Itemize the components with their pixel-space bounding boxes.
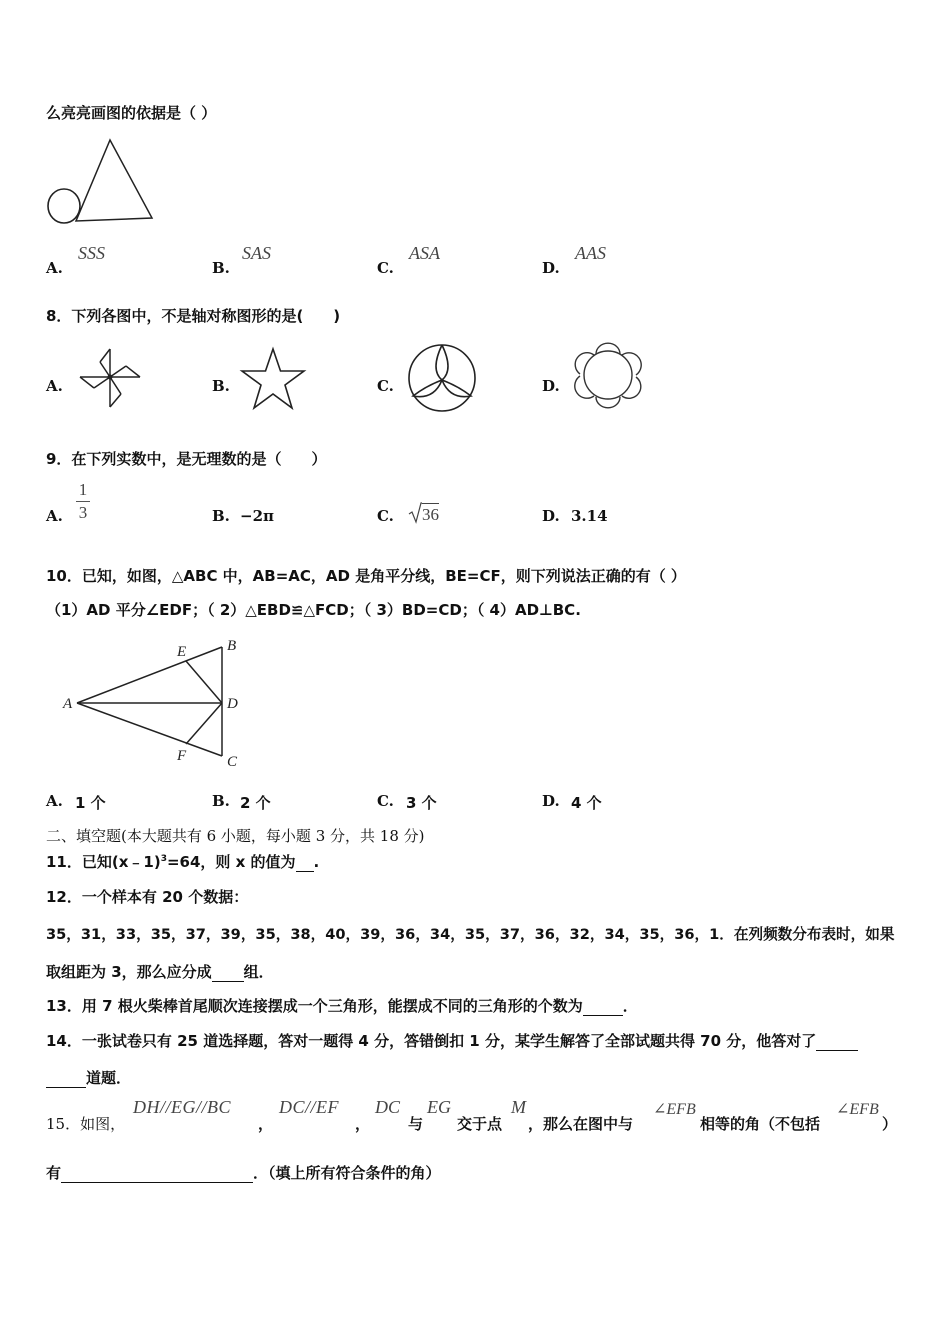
q12-line3-suffix: 组． — [243, 963, 274, 981]
q7-option-b-label: B. — [212, 259, 230, 277]
segment-ac — [77, 703, 222, 756]
q8-option-c-label: C. — [377, 377, 394, 395]
q11-end: . — [313, 853, 320, 871]
q10-option-c-label: C. — [377, 792, 394, 810]
q9-option-c-label: C. — [377, 507, 394, 525]
q15-math-angle-efb-1: ∠EFB — [653, 1101, 696, 1118]
sqrt-sign-icon — [408, 502, 422, 524]
q10-stem: 10．已知，如图，△ABC 中，AB=AC，AD 是角平分线，BE=CF，则下列说法正确的有（ ） — [46, 567, 686, 585]
q7-stem: 么亮亮画图的依据是（ ） — [46, 104, 217, 122]
label-b: B — [227, 638, 237, 654]
q9-option-b-value: −2π — [240, 507, 274, 525]
q11-text — [46, 851, 319, 872]
segment-ed — [186, 661, 222, 703]
label-d: D — [227, 696, 238, 712]
q9-option-d-value: 3.14 — [571, 507, 608, 525]
q15-math-dc: DC — [375, 1097, 401, 1117]
q14-line2 — [46, 1067, 131, 1088]
section-title: 二、填空题(本大题共有 6 小题，每小题 3 分，共 18 分) — [46, 827, 425, 845]
label-e: E — [177, 644, 187, 660]
q15-answer-blank[interactable] — [61, 1182, 253, 1183]
triangle-shape — [76, 140, 152, 221]
q14-suffix: 道题． — [86, 1069, 132, 1087]
circle-shape — [48, 189, 80, 223]
q10-option-d-label: D. — [542, 792, 560, 810]
q15-text-jiaoyudian: 交于点 — [457, 1115, 503, 1133]
fraction-numerator: 1 — [78, 480, 88, 499]
segment-fd — [186, 703, 222, 744]
q15-math-m: M — [511, 1097, 526, 1117]
q11-answer-blank[interactable] — [296, 871, 314, 872]
segment-ab — [77, 647, 222, 703]
q14-answer-blank-2[interactable] — [46, 1087, 86, 1088]
q15-line2-prefix: 有 — [46, 1164, 62, 1182]
q9-stem: 9．在下列实数中，是无理数的是（ ） — [46, 450, 327, 468]
q12-line3-prefix: 取组距为 3，那么应分成 — [46, 963, 212, 981]
q15-line2 — [46, 1162, 441, 1183]
q15-close-paren: ） — [882, 1115, 898, 1133]
q15-text-yu: 与 — [408, 1115, 424, 1133]
q7-option-c-value: ASA — [409, 243, 440, 263]
q8-option-a-label: A. — [46, 377, 63, 395]
q7-option-d-label: D. — [542, 259, 560, 277]
q7-option-c-label: C. — [377, 259, 394, 277]
q11-prefix: 11．已知(x﹣1) — [46, 853, 161, 871]
q10-statements: （1）AD 平分∠EDF；（ 2）△EBD≌△FCD；（ 3）BD=CD；（ 4）AD⊥BC. — [46, 601, 581, 619]
q7-option-d-value: AAS — [575, 243, 606, 263]
q14-prefix: 14．一张试卷只有 25 道选择题，答对一题得 4 分，答错倒扣 1 分，某学生解答了全部试题共得 70 分，他答对了 — [46, 1032, 817, 1050]
q7-option-b-value: SAS — [242, 243, 271, 263]
q9-option-a-label: A. — [46, 507, 63, 525]
q15-line2-suffix: ．（填上所有符合条件的角） — [253, 1164, 441, 1182]
q8-stem: 8．下列各图中，不是轴对称图形的是( ) — [46, 307, 341, 325]
q12-answer-blank[interactable] — [212, 981, 244, 982]
q14-text — [46, 1030, 858, 1051]
q15-prefix: 15．如图， — [46, 1115, 126, 1133]
q13-text — [46, 995, 638, 1016]
q12-line3 — [46, 961, 274, 982]
label-a: A — [63, 696, 73, 712]
q15-comma-1: ， — [258, 1115, 274, 1133]
q14-answer-blank-1[interactable] — [816, 1050, 858, 1051]
q10-option-a-value: 1 个 — [75, 794, 106, 812]
q8-pinwheel-figure — [76, 344, 146, 412]
q15-math-dc-ef: DC//EF — [279, 1097, 339, 1117]
q12-line1: 12．一个样本有 20 个数据： — [46, 888, 249, 906]
q11-exponent: 3 — [160, 854, 167, 864]
fraction-bar — [76, 501, 90, 502]
q15-text-nayao: ，那么在图中与 — [528, 1115, 634, 1133]
q7-figure — [44, 136, 159, 228]
label-f: F — [177, 748, 187, 764]
q10-figure — [60, 636, 260, 776]
q10-option-a-label: A. — [46, 792, 63, 810]
q15-comma-2: ， — [355, 1115, 371, 1133]
q9-fraction — [76, 480, 90, 523]
q13-suffix: ． — [622, 997, 638, 1015]
q10-option-d-value: 4 个 — [571, 794, 602, 812]
q9-option-d-label: D. — [542, 507, 560, 525]
q8-option-b-label: B. — [212, 377, 230, 395]
q15-math-dh-eg-bc: DH//EG//BC — [133, 1097, 231, 1117]
q8-star-figure — [238, 346, 308, 412]
q8-flower-figure — [570, 338, 650, 412]
q13-prefix: 13．用 7 根火柴棒首尾顺次连接摆成一个三角形，能摆成不同的三角形的个数为 — [46, 997, 583, 1015]
q8-option-d-label: D. — [542, 377, 560, 395]
q8-circle-petal-figure — [406, 342, 478, 414]
q10-option-c-value: 3 个 — [406, 794, 437, 812]
q15-math-angle-efb-2: ∠EFB — [836, 1101, 879, 1118]
q7-option-a-value: SSS — [78, 243, 105, 263]
q11-suffix: =64，则 x 的值为 — [166, 853, 296, 871]
q10-option-b-label: B. — [212, 792, 230, 810]
label-c: C — [227, 754, 238, 770]
q15-math-eg: EG — [427, 1097, 451, 1117]
q15-text-xiangdeng: 相等的角（不包括 — [700, 1115, 821, 1133]
q7-option-a-label: A. — [46, 259, 63, 277]
q9-option-c-value: 36 — [422, 505, 439, 524]
q10-option-b-value: 2 个 — [240, 794, 271, 812]
q13-answer-blank[interactable] — [583, 1015, 623, 1016]
fraction-denominator: 3 — [78, 503, 88, 522]
q12-line2: 35，31，33，35，37，39，35，38，40，39，36，34，35，37，36，32，34，35，36，1．在列频数分布表时，如果 — [46, 926, 895, 943]
q9-option-b-label: B. — [212, 507, 230, 525]
